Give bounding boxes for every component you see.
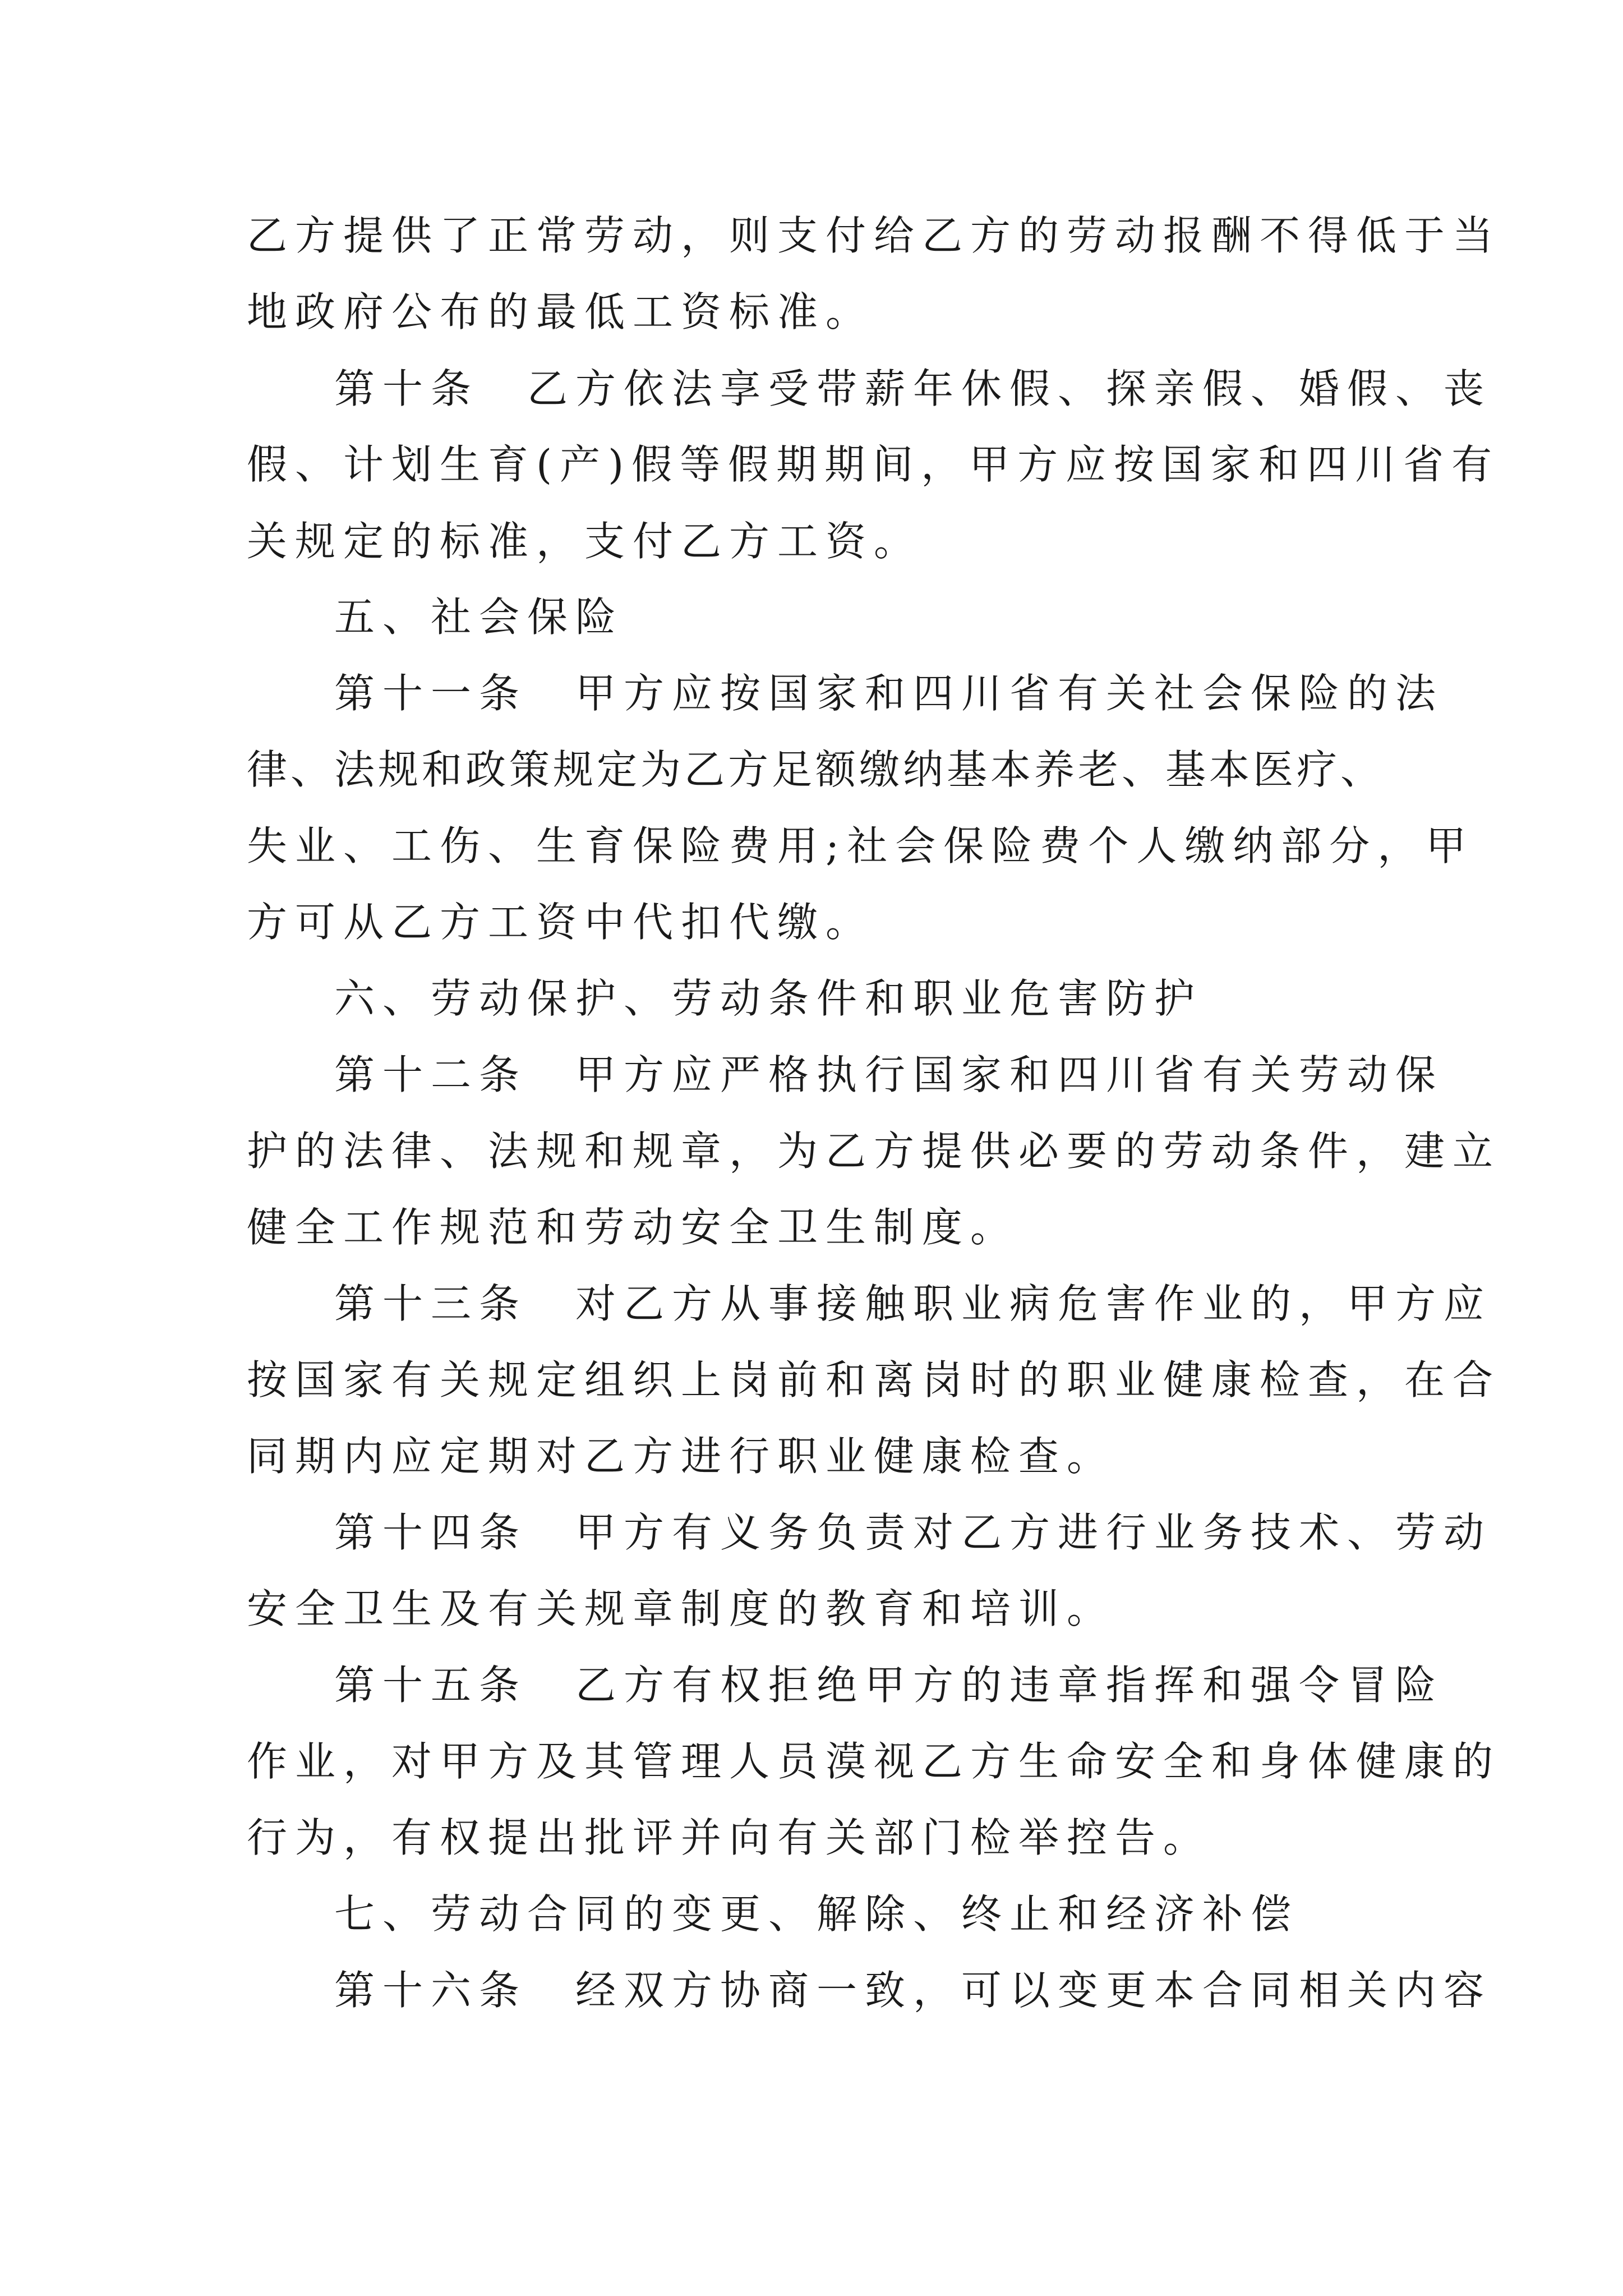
paragraph-line: 作业，对甲方及其管理人员漠视乙方生命安全和身体健康的 bbox=[247, 1738, 1501, 1785]
paragraph-line: 地政府公布的最低工资标准。 bbox=[247, 288, 874, 335]
article-12-line: 第十二条 甲方应严格执行国家和四川省有关劳动保 bbox=[334, 1051, 1444, 1098]
paragraph-line: 乙方提供了正常劳动，则支付给乙方的劳动报酬不得低于当 bbox=[247, 212, 1501, 259]
article-16-line: 第十六条 经双方协商一致，可以变更本合同相关内容 bbox=[334, 1967, 1492, 2014]
paragraph-line: 行为，有权提出批评并向有关部门检举控告。 bbox=[247, 1814, 1212, 1861]
section-heading-labor-protection: 六、劳动保护、劳动条件和职业危害防护 bbox=[334, 975, 1203, 1022]
paragraph-line: 同期内应定期对乙方进行职业健康检查。 bbox=[247, 1433, 1115, 1480]
paragraph-line: 安全卫生及有关规章制度的教育和培训。 bbox=[247, 1585, 1115, 1632]
paragraph-line: 健全工作规范和劳动安全卫生制度。 bbox=[247, 1204, 1019, 1251]
paragraph-line: 方可从乙方工资中代扣代缴。 bbox=[247, 899, 874, 946]
article-10-line: 第十条 乙方依法享受带薪年休假、探亲假、婚假、丧 bbox=[334, 365, 1492, 412]
section-heading-contract-change: 七、劳动合同的变更、解除、终止和经济补偿 bbox=[334, 1890, 1299, 1938]
article-13-line: 第十三条 对乙方从事接触职业病危害作业的，甲方应 bbox=[334, 1280, 1492, 1327]
paragraph-line: 关规定的标准，支付乙方工资。 bbox=[247, 518, 923, 565]
article-14-line: 第十四条 甲方有义务负责对乙方进行业务技术、劳动 bbox=[334, 1509, 1492, 1556]
section-heading-social-insurance: 五、社会保险 bbox=[334, 593, 624, 641]
article-11-line: 第十一条 甲方应按国家和四川省有关社会保险的法 bbox=[334, 670, 1444, 717]
paragraph-line: 假、计划生育(产)假等假期期间，甲方应按国家和四川省有 bbox=[247, 441, 1500, 488]
paragraph-line: 失业、工伤、生育保险费用;社会保险费个人缴纳部分，甲 bbox=[247, 822, 1474, 869]
paragraph-line: 护的法律、法规和规章，为乙方提供必要的劳动条件，建立 bbox=[247, 1128, 1501, 1175]
article-15-line: 第十五条 乙方有权拒绝甲方的违章指挥和强令冒险 bbox=[334, 1662, 1444, 1709]
paragraph-line: 按国家有关规定组织上岗前和离岗时的职业健康检查，在合 bbox=[247, 1356, 1501, 1404]
paragraph-line: 律、法规和政策规定为乙方足额缴纳基本养老、基本医疗、 bbox=[247, 746, 1385, 793]
